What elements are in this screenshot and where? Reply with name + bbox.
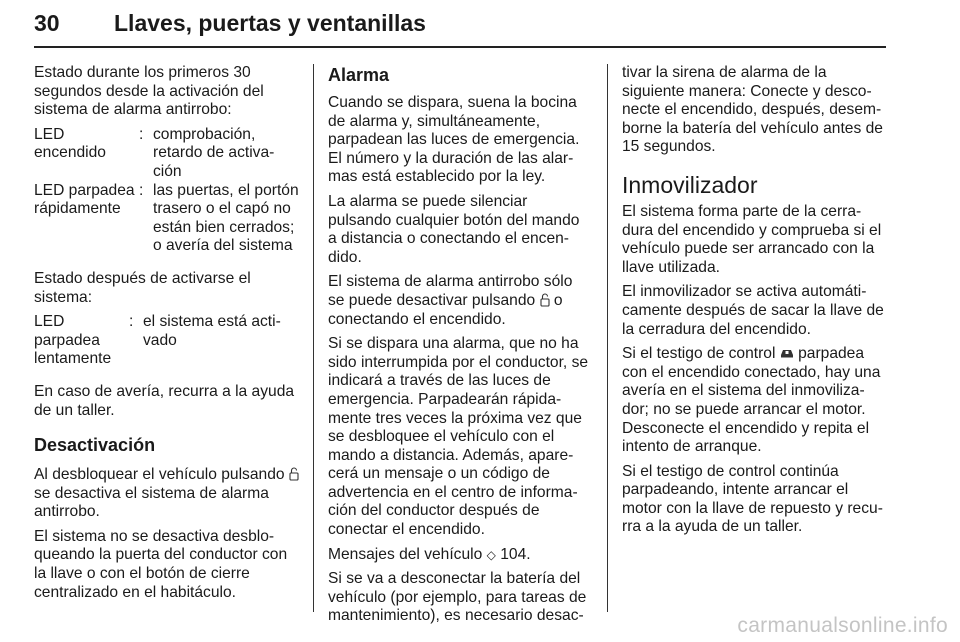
status-table-1	[34, 126, 299, 256]
immob-p3-text-b: parpadea con el encendido conectado, hay una avería en el sistema del inmoviliza- dor; no se puede arrancar el motor. Desconecte el encendido y repita el intento de arranque.	[622, 345, 881, 456]
table-sep: :	[129, 313, 134, 331]
deactivation-paragraph-1	[34, 466, 299, 522]
fault-paragraph: En caso de avería, recurra a la ayuda de un taller.	[34, 382, 295, 419]
immobilizer-warning-icon	[780, 346, 794, 358]
status-intro-first-30s: Estado durante los primeros 30 segundos desde la activación del sistema de alarma antirrobo:	[34, 64, 264, 119]
table-term: LED parpadea lentamente	[34, 313, 112, 368]
immobilizer-paragraph-4: Si el testigo de control continúa parpadeando, intente arrancar el motor con la llave de repuesto y recu- rra a la ayuda de un taller.	[622, 462, 883, 536]
alarm-paragraph-1: Cuando se dispara, suena la bocina de alarma y, simultáneamente, parpadean las luces de emergencia. El número y la duración de las alar- mas está establecido por la ley.	[328, 94, 580, 186]
unlock-icon	[289, 467, 299, 481]
immob-p3-text-a: Si el testigo de control	[622, 345, 776, 363]
heading-alarm: Alarma	[328, 65, 390, 85]
page-reference-icon: ◇	[486, 547, 496, 562]
page-reference[interactable]: 104.	[500, 545, 531, 563]
table-term: LED encendido	[34, 125, 106, 162]
column-3	[622, 64, 890, 543]
immobilizer-paragraph-2: El inmovilizador se activa automáti- camente después de sacar la llave de la cerradura del encendido.	[622, 283, 884, 338]
column-divider-2	[607, 64, 608, 612]
table-sep: :	[139, 181, 144, 199]
alarm-paragraph-5	[328, 546, 592, 565]
page-header	[34, 6, 886, 46]
siren-paragraph: tivar la sirena de alarma de la siguiente manera: Conecte y desco- necte el encendido, después, desem- borne la batería del vehículo antes de 15 segundos.	[622, 64, 883, 156]
status-table-2	[34, 313, 299, 369]
immobilizer-paragraph-1: El sistema forma parte de la cerra- dura del encendido y comprueba si el vehículo puede ser arrancado con la llave utilizada.	[622, 202, 882, 276]
alarm-paragraph-4: Si se dispara una alarma, que no ha sido interrumpida por el conductor, se indicará a través de las luces de emergencia. Parpadearán rápida- mente tres veces la próxima vez que se desbloquee el vehículo con el mando a distancia. Además, apare- cerá un mensaje o un código de advertencia en el centro de informa- ción del conductor después de conectar el encendido.	[328, 335, 589, 539]
deactivation-paragraph-2: El sistema no se desactiva desblo- queando la puerta del conductor con la llave o con el botón de cierre centralizado en el habitáculo.	[34, 527, 288, 601]
heading-immobilizer: Inmovilizador	[622, 171, 758, 198]
page-number: 30	[34, 10, 60, 36]
column-1	[34, 64, 299, 608]
unlock-icon	[540, 293, 550, 307]
alarm-paragraph-2: La alarma se puede silenciar pulsando cualquier botón del mando a distancia o conectando el encen- dido.	[328, 192, 580, 266]
header-rule	[34, 46, 886, 48]
table-sep: :	[139, 125, 144, 143]
watermark: carmanualsonline.info	[737, 614, 948, 637]
deact-text-b: se desactiva el sistema de alarma antirrobo.	[34, 484, 269, 521]
vehicle-messages-text: Mensajes del vehículo	[328, 545, 483, 563]
status-intro-after-activation: Estado después de activarse el sistema:	[34, 269, 251, 306]
table-desc: comprobación, retardo de activa- ción	[153, 125, 275, 180]
alarm-p3-text-a: El sistema de alarma antirrobo sólo se puede desactivar pulsando	[328, 273, 573, 309]
table-term: LED parpadea rápidamente	[34, 181, 135, 218]
alarm-p3-text-b: o conectando el encendido.	[328, 291, 563, 328]
immobilizer-paragraph-3	[622, 345, 890, 457]
column-divider-1	[313, 64, 314, 612]
table-desc: el sistema está acti- vado	[143, 313, 281, 349]
table-desc: las puertas, el portón trasero o el capó no están bien cerrados; o avería del sistema	[153, 181, 299, 255]
heading-deactivation: Desactivación	[34, 435, 156, 456]
column-2	[328, 64, 592, 632]
deact-text-a: Al desbloquear el vehículo pulsando	[34, 466, 285, 484]
alarm-paragraph-6: Si se va a desconectar la batería del vehículo (por ejemplo, para tareas de mantenimiento), es necesario desac-	[328, 570, 587, 625]
alarm-paragraph-3	[328, 273, 592, 329]
chapter-title: Llaves, puertas y ventanillas	[114, 10, 426, 36]
